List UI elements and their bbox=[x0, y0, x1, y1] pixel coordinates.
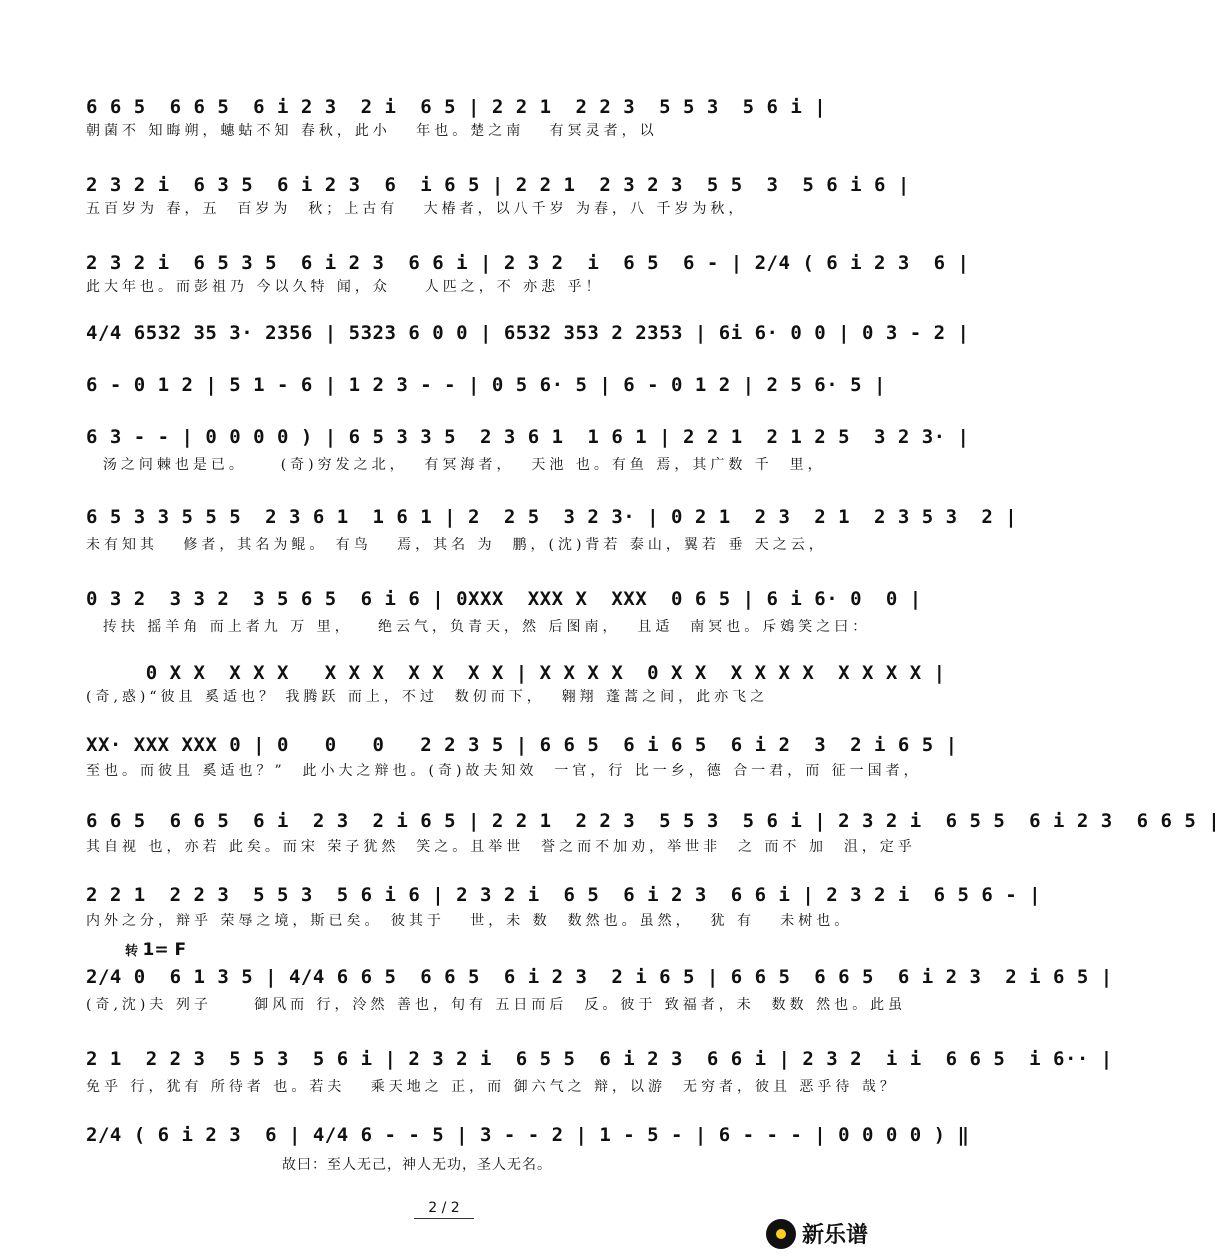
notes-line: 2 1 2 2 3 5 5 3 5 6 i | 2 3 2 i 6 5 5 6 i 2 3 6 6 i | 2 3 2 i i 6 6 5 i 6·· | bbox=[86, 1048, 1113, 1070]
lyrics-line: 抟扶 摇羊角 而上者九 万 里， 绝云气，负青天，然 后图南， 且适 南冥也。斥鴳笑之曰： bbox=[86, 619, 871, 635]
lyrics-line: (奇,惑)“彼且 奚适也？ 我腾跃 而上，不过 数仞而下， 翱翔 蓬蒿之间，此亦飞之 bbox=[86, 689, 769, 705]
notes-line: 6 6 5 6 6 5 6 i 2 3 2 i 6 5 | 2 2 1 2 2 3 5 5 3 5 6 i | 2 3 2 i 6 5 5 6 i 2 3 6 6 5 | bbox=[86, 810, 1220, 832]
key-change-prefix: 转 bbox=[125, 944, 139, 959]
lyrics-line: 汤之问棘也是已。 (奇)穷发之北， 有冥海者， 天池 也。有鱼 焉，其广数 千 里， bbox=[86, 457, 826, 473]
notes-line: 2/4 0 6 1 3 5 | 4/4 6 6 5 6 6 5 6 i 2 3 2 i 6 5 | 6 6 5 6 6 5 6 i 2 3 2 i 6 5 | bbox=[86, 966, 1113, 988]
notes-line: 6 6 5 6 6 5 6 i 2 3 2 i 6 5 | 2 2 1 2 2 3 5 5 3 5 6 i | bbox=[86, 96, 827, 118]
notes-line: 2 3 2 i 6 5 3 5 6 i 2 3 6 6 i | 2 3 2 i 6 5 6 - | 2/4 ( 6 i 2 3 6 | bbox=[86, 252, 970, 274]
page-number bbox=[0, 1200, 888, 1216]
lyrics-line: 内外之分，辩乎 荣辱之境，斯已矣。 彼其于 世，未 数 数然也。虽然， 犹 有 未树也。 bbox=[86, 913, 853, 929]
key-change-label bbox=[125, 940, 186, 960]
lyrics-line: 朝菌不 知晦朔，蟪蛄不知 春秋，此小 年也。楚之南 有冥灵者，以 bbox=[86, 123, 658, 139]
record-disc-icon bbox=[766, 1219, 796, 1249]
lyrics-line: 未有知其 修者，其名为鲲。 有鸟 焉，其名 为 鹏，(沈)背若 泰山，翼若 垂 天之云， bbox=[86, 537, 827, 553]
lyrics-line: 免乎 行，犹有 所待者 也。若夫 乘天地之 正，而 御六气之 辩，以游 无穷者，彼且 恶乎待 哉？ bbox=[86, 1079, 898, 1095]
notes-line: 6 3 - - | 0 0 0 0 ) | 6 5 3 3 5 2 3 6 1 1 6 1 | 2 2 1 2 1 2 5 3 2 3· | bbox=[86, 426, 970, 448]
notes-line: 2 2 1 2 2 3 5 5 3 5 6 i 6 | 2 3 2 i 6 5 6 i 2 3 6 6 i | 2 3 2 i 6 5 6 - | bbox=[86, 884, 1042, 906]
lyrics-line: (奇,沈)夫 列子 御风而 行，泠然 善也，旬有 五日而后 反。彼于 致福者，未 数数 然也。此虽 bbox=[86, 997, 907, 1013]
notes-line: 0 X X X X X X X X X X X X | X X X X 0 X X X X X X X X X X | bbox=[86, 662, 946, 684]
notes-line: 4/4 6532 35 3· 2356 | 5323 6 0 0 | 6532 353 2 2353 | 6i 6· 0 0 | 0 3 - 2 | bbox=[86, 322, 970, 344]
page-number-text: 2 / 2 bbox=[414, 1200, 473, 1219]
closing-text: 故曰：至人无己，神人无功，圣人无名。 bbox=[282, 1157, 552, 1173]
notes-line: 6 - 0 1 2 | 5 1 - 6 | 1 2 3 - - | 0 5 6· 5 | 6 - 0 1 2 | 2 5 6· 5 | bbox=[86, 374, 886, 396]
notes-line: 6 5 3 3 5 5 5 2 3 6 1 1 6 1 | 2 2 5 3 2 3· | 0 2 1 2 3 2 1 2 3 5 3 2 | bbox=[86, 506, 1018, 528]
notes-line: 2/4 ( 6 i 2 3 6 | 4/4 6 - - 5 | 3 - - 2 | 1 - 5 - | 6 - - - | 0 0 0 0 ) ‖ bbox=[86, 1124, 970, 1146]
notes-line: 2 3 2 i 6 3 5 6 i 2 3 6 i 6 5 | 2 2 1 2 3 2 3 5 5 3 5 6 i 6 | bbox=[86, 174, 910, 196]
lyrics-line: 此大年也。而彭祖乃 今以久特 闻，众 人匹之，不 亦悲 乎！ bbox=[86, 279, 604, 295]
key-change-key: 1= F bbox=[142, 940, 187, 960]
lyrics-line: 五百岁为 春，五 百岁为 秋；上古有 大椿者，以八千岁 为春，八 千岁为秋， bbox=[86, 201, 747, 217]
lyrics-line: 其自视 也，亦若 此矣。而宋 荣子犹然 笑之。且举世 誉之而不加劝，举世非 之 而不 加 沮，定乎 bbox=[86, 839, 916, 855]
lyrics-line: 至也。而彼且 奚适也？” 此小大之辩也。(奇)故夫知效 一官，行 比一乡，德 合一君，而 征一国者， bbox=[86, 763, 922, 779]
notes-line: 0 3 2 3 3 2 3 5 6 5 6 i 6 | 0XXX XXX X XXX 0 6 5 | 6 i 6· 0 0 | bbox=[86, 588, 922, 610]
notes-line: XX· XXX XXX 0 | 0 0 0 2 2 3 5 | 6 6 5 6 i 6 5 6 i 2 3 2 i 6 5 | bbox=[86, 734, 958, 756]
watermark-logo bbox=[766, 1218, 868, 1249]
watermark-text: 新乐谱 bbox=[802, 1223, 869, 1248]
